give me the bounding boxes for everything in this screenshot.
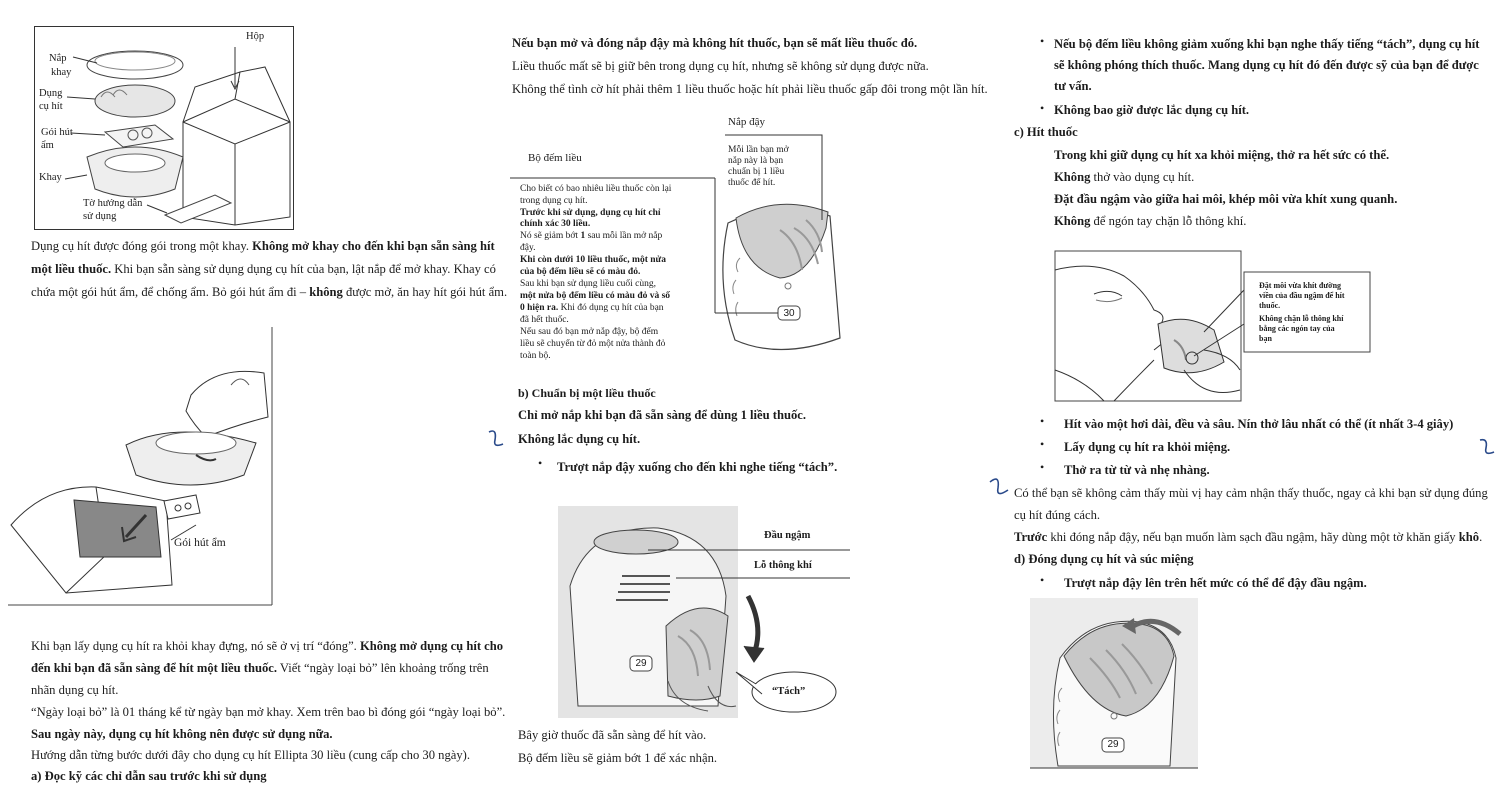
counter-desc-2: trong dụng cụ hít.	[520, 196, 588, 206]
dose-counter-29-closed: 29	[1107, 739, 1119, 750]
dose-counter-30: 30	[783, 308, 795, 319]
col3-c-line3: Đặt đầu ngậm vào giữa hai môi, khép môi vừa khít xung quanh.	[1054, 192, 1398, 206]
label-goi-hut-am-2: ẩm	[41, 140, 54, 151]
col3-bullet5: Thở ra từ từ và nhẹ nhàng.	[1064, 463, 1210, 477]
nap-day-desc-4: thuốc để hít.	[728, 178, 776, 188]
col3-c-line1: Trong khi giữ dụng cụ hít xa khỏi miệng, thở ra hết sức có thể.	[1054, 148, 1390, 162]
bullet-dot: •	[1040, 414, 1045, 428]
col3-c-line2: Không thở vào dụng cụ hít.	[1054, 170, 1195, 184]
counter-desc-8: của bộ đếm liều sẽ có màu đỏ.	[520, 267, 641, 277]
inhale-note-1: Đặt môi vừa khít đường	[1259, 281, 1342, 290]
counter-desc-6: đậy.	[520, 243, 536, 253]
label-bo-dem-lieu: Bộ đếm liều	[528, 152, 582, 164]
col2-line3: Không thể tình cờ hít phải thêm 1 liều thuốc hoặc hít phải liều thuốc gấp đôi trong một lần hít.	[512, 82, 988, 96]
counter-desc-14: liều sẽ chuyển từ đỏ một nửa thành đỏ	[520, 339, 666, 349]
label-dung-cu-hit-2: cụ hít	[39, 101, 63, 112]
col3-bullet2: Không bao giờ được lắc dụng cụ hít.	[1054, 103, 1250, 117]
figure-discard-desiccant	[6, 325, 274, 607]
counter-desc-1: Cho biết có bao nhiêu liều thuốc còn lại	[520, 184, 672, 194]
col3-bullet1-line2: sẽ không phóng thích thuốc. Mang dụng cụ hít đó đến được sỹ của bạn để được	[1054, 58, 1479, 72]
nap-day-desc-1: Mỗi lần bạn mở	[728, 145, 789, 155]
nap-day-desc-3: chuẩn bị 1 liều	[728, 167, 785, 177]
label-goi-hut-am-1: Gói hút	[41, 127, 73, 138]
nap-day-desc-2: nắp này là bạn	[728, 156, 784, 166]
col1-para2-line5: Sau ngày này, dụng cụ hít không nên được sử dụng nữa.	[31, 727, 333, 741]
section-d-heading: d) Đóng dụng cụ hít và súc miệng	[1014, 552, 1194, 566]
handwritten-tick-3	[988, 476, 1012, 498]
label-nap-day: Nắp đậy	[728, 116, 765, 128]
figure-inhaling	[1054, 250, 1374, 402]
label-tach: “Tách”	[772, 686, 806, 697]
counter-desc-13: Nếu sau đó bạn mở nắp đậy, bộ đếm	[520, 327, 659, 337]
label-lo-thong-khi: Lỗ thông khí	[754, 560, 812, 571]
col1-para2-line6: Hướng dẫn từng bước dưới đây cho dụng cụ hít Ellipta 30 liều (cung cấp cho 30 ngày).	[31, 748, 470, 762]
counter-desc-5: Nó sẽ giảm bớt 1 sau mỗi lần mở nắp	[520, 231, 663, 241]
section-a-heading: a) Đọc kỹ các chỉ dẫn sau trước khi sử dụng	[31, 769, 267, 783]
col3-para2: Trước khi đóng nắp đậy, nếu bạn muốn làm sạch đầu ngậm, hãy dùng một tờ khăn giấy khô.	[1014, 530, 1483, 544]
counter-desc-9: Sau khi bạn sử dụng liều cuối cùng,	[520, 279, 657, 289]
inhale-note-4: Không chặn lỗ thông khí	[1259, 314, 1344, 323]
label-dau-ngam: Đầu ngậm	[764, 530, 811, 541]
col1-para2-line2: đến khi bạn đã sẵn sàng để hít một liều thuốc. Viết “ngày loại bỏ” lên khoảng trống trên	[31, 661, 489, 675]
figure-package-contents	[34, 26, 294, 230]
col3-bullet1-line3: tư vấn.	[1054, 79, 1092, 93]
col3-bullet3: Hít vào một hơi dài, đều và sâu. Nín thở lâu nhất có thể (ít nhất 3-4 giây)	[1064, 417, 1454, 431]
col1-para1-line1: Dụng cụ hít được đóng gói trong một khay. Không mở khay cho đến khi bạn sẵn sàng hít	[31, 239, 495, 253]
inhale-note-3: thuốc.	[1259, 301, 1281, 310]
label-to-huong-dan-1: Tờ hướng dẫn	[83, 198, 143, 209]
section-c-heading: c) Hít thuốc	[1014, 125, 1078, 139]
col3-bullet6: Trượt nắp đậy lên trên hết mức có thể để đậy đầu ngậm.	[1064, 576, 1367, 590]
col1-para2-line4: “Ngày loại bỏ” là 01 tháng kể từ ngày bạn mở khay. Xem trên bao bì đóng gói “ngày loại bỏ”.	[31, 705, 506, 719]
counter-desc-10: một nửa bộ đếm liều có màu đỏ và số	[520, 291, 671, 301]
inhale-note-2: viền của đầu ngậm để hít	[1259, 291, 1345, 300]
col1-para1-line2: một liều thuốc. Khi bạn sẵn sàng sử dụng dụng cụ hít của bạn, lật nắp để mở khay. Khay có	[31, 262, 496, 276]
figure-dose-counter	[510, 108, 850, 388]
col2-b-line2: Không lắc dụng cụ hít.	[518, 432, 641, 446]
discard-desiccant-illustration	[6, 325, 274, 607]
label-goi-hut-am: Gói hút ẩm	[174, 537, 226, 549]
bullet-dot: •	[1040, 573, 1045, 587]
counter-desc-15: toàn bộ.	[520, 351, 551, 361]
inhale-note-6: bạn	[1259, 334, 1272, 343]
package-contents-illustration	[35, 27, 295, 231]
figure-close-cover	[1030, 598, 1200, 774]
counter-desc-12: đã hết thuốc.	[520, 315, 569, 325]
counter-desc-4: chính xác 30 liều.	[520, 219, 591, 229]
label-hop: Hộp	[246, 31, 265, 42]
col1-para1-line3: chứa một gói hút ẩm, để chống ẩm. Bỏ gói hút ẩm đi – không được mở, ăn hay hít gói hút ẩm.	[31, 285, 508, 299]
col3-para1-line1: Có thể bạn sẽ không cảm thấy mùi vị hay cảm nhận thấy thuốc, ngay cả khi bạn sử dụng đúng	[1014, 486, 1488, 500]
label-dung-cu-hit-1: Dụng	[39, 88, 63, 99]
col2-line4: Bây giờ thuốc đã sẵn sàng để hít vào.	[518, 728, 707, 742]
counter-desc-11: 0 hiện ra. Khi đó dụng cụ hít của bạn	[520, 303, 664, 313]
col1-para2-line1: Khi bạn lấy dụng cụ hít ra khỏi khay đựng, nó sẽ ở vị trí “đóng”. Không mở dụng cụ hít cho	[31, 639, 504, 653]
bullet-dot: •	[1040, 34, 1045, 48]
col2-line2: Liều thuốc mất sẽ bị giữ bên trong dụng cụ hít, nhưng sẽ không sử dụng được nữa.	[512, 59, 929, 73]
bullet-dot: •	[538, 456, 543, 470]
counter-desc-7: Khi còn dưới 10 liều thuốc, một nửa	[520, 255, 666, 265]
col2-line5: Bộ đếm liều sẽ giảm bớt 1 để xác nhận.	[518, 751, 718, 765]
col1-para2-line3: nhãn dụng cụ hít.	[31, 683, 119, 697]
col3-para1-line2: cụ hít đúng cách.	[1014, 508, 1101, 522]
label-nap-khay-2: khay	[51, 67, 72, 78]
handwritten-tick-2	[1478, 438, 1498, 458]
figure-slide-cover	[558, 506, 854, 718]
col2-b-bullet: Trượt nắp đậy xuống cho đến khi nghe tiếng “tách”.	[557, 460, 838, 474]
label-nap-khay-1: Nắp	[49, 53, 67, 64]
bullet-dot: •	[1040, 437, 1045, 451]
col3-bullet1-line1: Nếu bộ đếm liều không giảm xuống khi bạn nghe thấy tiếng “tách”, dụng cụ hít	[1054, 37, 1480, 51]
inhale-note-5: bằng các ngón tay của	[1259, 324, 1335, 333]
col3-c-line4: Không để ngón tay chặn lỗ thông khí.	[1054, 214, 1247, 228]
label-khay: Khay	[39, 172, 62, 183]
section-b-heading: b) Chuẩn bị một liều thuốc	[518, 386, 656, 400]
col3-bullet4: Lấy dụng cụ hít ra khỏi miệng.	[1064, 440, 1231, 454]
bullet-dot: •	[1040, 460, 1045, 474]
bullet-dot: •	[1040, 101, 1045, 115]
handwritten-tick-1	[487, 428, 507, 448]
dose-counter-29: 29	[635, 658, 647, 669]
counter-desc-3: Trước khi sử dụng, dụng cụ hít chỉ	[520, 208, 661, 218]
label-to-huong-dan-2: sử dụng	[83, 211, 117, 222]
col2-line1: Nếu bạn mở và đóng nắp đậy mà không hít thuốc, bạn sẽ mất liều thuốc đó.	[512, 36, 918, 50]
col2-b-line1: Chỉ mở nắp khi bạn đã sẵn sàng để dùng 1 liều thuốc.	[518, 408, 806, 422]
